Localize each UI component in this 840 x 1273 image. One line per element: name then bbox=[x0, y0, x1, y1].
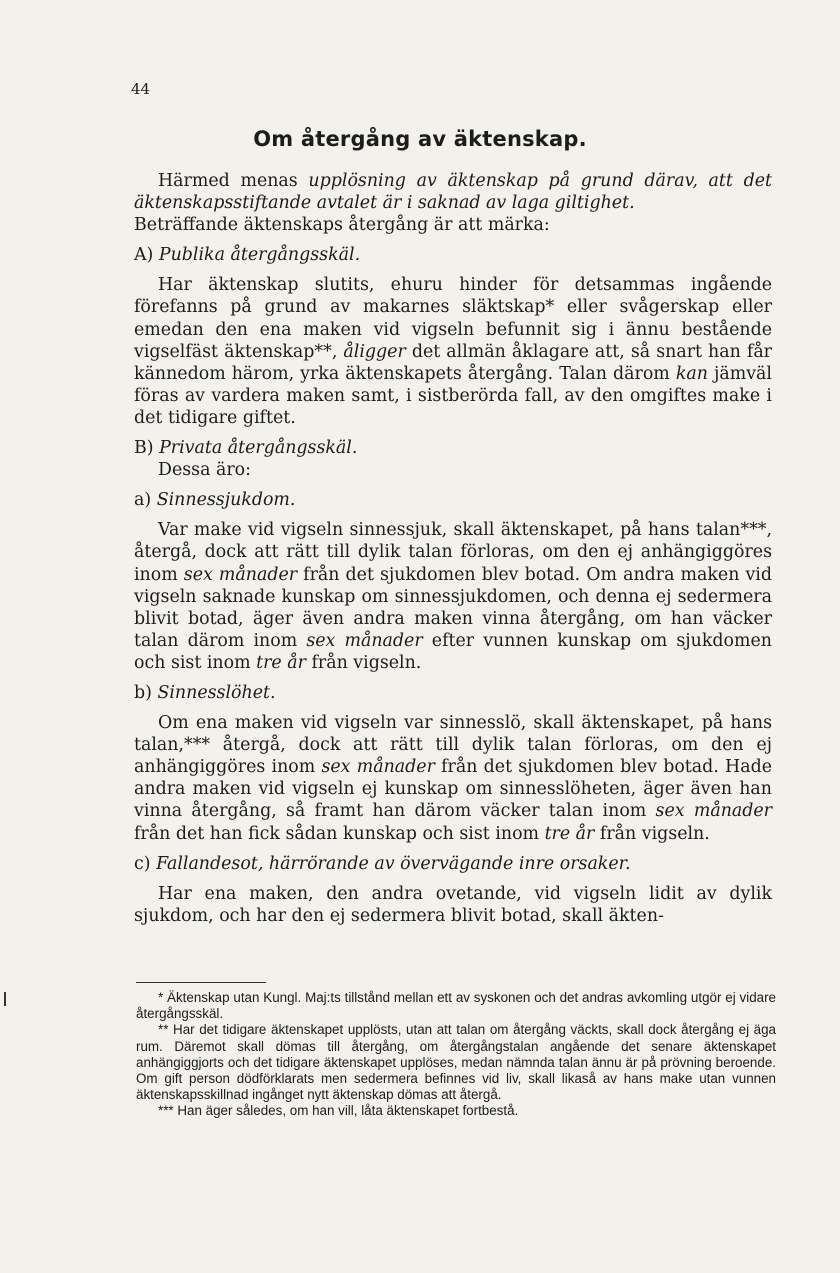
main-text bbox=[134, 170, 772, 927]
sub-b-text-4: från vigseln. bbox=[594, 823, 710, 844]
section-a-heading bbox=[134, 244, 772, 266]
sub-a-emphasis-1: sex månader bbox=[183, 564, 298, 585]
section-b-heading bbox=[134, 437, 772, 459]
section-a-paragraph bbox=[134, 274, 772, 429]
intro-paragraph bbox=[134, 170, 772, 236]
footnote: ** Har det tidigare äktenskapet upplösts, utan att talan om återgång väckts, skall dock återgång ej äga rum. Däremot skall dömas till återgång, om återgångstalan angående det senare äktenskapet anhängiggjorts och det tidigare äktenskapet upplöses, medan nämnda talan ännu är på prövning beroende. Om gift person dödförklarats men sedermera befinnes vid liv, skall likaså av hans make utan vunnen äktenskapsskillnad ingånget nytt äktenskap dömas att återgå. bbox=[136, 1022, 776, 1103]
sub-b-text-1: Om ena maken vid vigseln var sinnesslö, skall äktenskapet, på hans talan,*** återgå, dock att rätt till dylik talan förloras, om den ej anhängiggöres inom bbox=[134, 713, 772, 778]
sub-b-heading bbox=[134, 682, 772, 704]
sub-b-text-2: från det sjukdomen blev botad. Hade andra maken vid vigseln ej kunskap om sinnesslöheten, äger även han vinna återgång, så framt han därom väcker talan inom bbox=[134, 757, 772, 822]
sub-b-emphasis-2: sex månader bbox=[655, 801, 772, 822]
section-a-text-1: Har äktenskap slutits, ehuru hinder för detsammas ingående förefanns på grund av makarnes släktskap* eller svågerskap eller emedan den ena maken vid vigseln befunnit sig i ännu bestående vigselfäst äktenskap**, bbox=[134, 275, 772, 362]
section-a-text-2: det allmän åklagare att, så snart han får kännedom härom, yrka äktenskapets återgång. Talan därom bbox=[134, 341, 772, 384]
section-b-intro: Dessa äro: bbox=[158, 460, 251, 481]
footnote: *** Han äger således, om han vill, låta äktenskapet fortbestå. bbox=[158, 1103, 519, 1119]
page-title: Om återgång av äktenskap. bbox=[253, 127, 587, 151]
sub-a-title: Sinnessjukdom. bbox=[156, 490, 296, 511]
sub-a-heading bbox=[134, 489, 772, 511]
footnote: * Äktenskap utan Kungl. Maj:ts tillstånd mellan ett av syskonen och det andras avkomling utgör ej vidare återgångsskäl. bbox=[136, 990, 776, 1022]
sub-a-emphasis-3: tre år bbox=[256, 652, 306, 673]
sub-b-title: Sinnesslöhet. bbox=[157, 682, 276, 703]
sub-c-paragraph: Har ena maken, den andra ovetande, vid vigseln lidit av dylik sjukdom, och har den ej sedermera blivit botad, skall äkten- bbox=[134, 883, 772, 926]
sub-b-text-3: från det han fick sådan kunskap och sist inom bbox=[134, 823, 545, 844]
section-a-text-3: jämväl föras av vardera maken samt, i sistberörda fall, av den omgiftes make i det tidigare giftet. bbox=[134, 363, 772, 428]
sub-c-heading bbox=[134, 853, 772, 875]
page-number: 44 bbox=[131, 80, 151, 98]
intro-definition: upplösning av äktenskap på grund därav, att det äktenskapsstiftande avtalet är i saknad av laga giltighet. bbox=[134, 171, 773, 214]
sub-a-text-1: Var make vid vigseln sinnessjuk, skall äktenskapet, på hans talan***, återgå, dock att rätt till dylik talan förloras, om den ej anhängiggöres inom bbox=[134, 520, 772, 585]
footnote-divider bbox=[136, 982, 266, 983]
sub-c-title: Fallandesot, härrörande av övervägande inre orsaker. bbox=[156, 853, 631, 874]
sub-c-label: c) bbox=[134, 853, 157, 874]
section-a-label: A) bbox=[134, 245, 159, 266]
sub-a-emphasis-2: sex månader bbox=[306, 630, 423, 651]
intro-text: Härmed menas bbox=[158, 171, 309, 191]
sub-b-paragraph bbox=[134, 712, 772, 845]
sub-b-label: b) bbox=[134, 682, 158, 703]
footnotes bbox=[136, 990, 776, 1120]
sub-b-emphasis-3: tre år bbox=[544, 823, 595, 844]
scan-edge-mark bbox=[4, 992, 6, 1006]
section-a-emphasis-1: åligger bbox=[343, 341, 406, 362]
section-b-title: Privata återgångsskäl. bbox=[159, 438, 358, 459]
sub-a-label: a) bbox=[134, 490, 157, 511]
section-b-label: B) bbox=[134, 438, 160, 459]
section-a-emphasis-2: kan bbox=[675, 363, 708, 384]
intro-text-2: Beträffande äktenskaps återgång är att märka: bbox=[134, 215, 550, 236]
sub-a-text-3: efter vunnen kunskap om sjukdomen och sist inom bbox=[134, 630, 772, 673]
sub-a-text-2: från det sjukdomen blev botad. Om andra maken vid vigseln saknade kunskap om sinnessjukdomen, och denna ej sedermera blivit botad, äger även andra maken vinna återgång, om han väcker talan därom inom bbox=[134, 564, 772, 651]
sub-b-emphasis-1: sex månader bbox=[321, 757, 435, 778]
section-a-title: Publika återgångsskäl. bbox=[158, 245, 361, 266]
sub-a-text-4: från vigseln. bbox=[305, 652, 422, 673]
sub-a-paragraph bbox=[134, 519, 772, 674]
